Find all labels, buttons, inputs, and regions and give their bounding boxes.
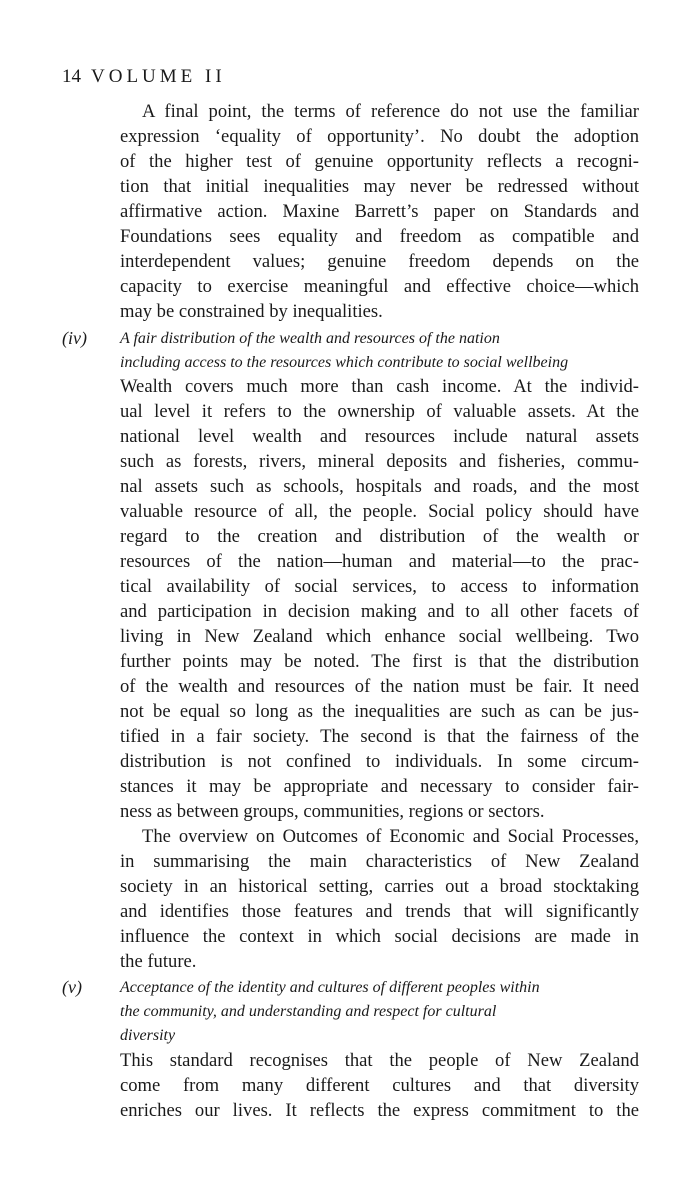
text-line: ual level it refers to the ownership of valuable assets. At the: [120, 401, 639, 422]
text-line: not be equal so long as the inequalities are such as can be jus-: [120, 701, 639, 722]
item-heading: diversity: [120, 1027, 176, 1044]
text-line: Foundations sees equality and freedom as compatible and: [120, 226, 639, 247]
text-line: living in New Zealand which enhance social wellbeing. Two: [120, 626, 639, 647]
text-line: valuable resource of all, the people. Social policy should have: [120, 501, 639, 522]
text-line: the future.: [120, 951, 197, 972]
item-heading: A fair distribution of the wealth and resources of the nation: [120, 330, 500, 347]
text-line: The overview on Outcomes of Economic and Social Processes,: [142, 826, 639, 847]
item-heading: Acceptance of the identity and cultures of different peoples within: [120, 979, 540, 996]
text-line: resources of the nation—human and material—to the prac-: [120, 551, 639, 572]
text-line: capacity to exercise meaningful and effective choice—which: [120, 276, 639, 297]
item-heading: the community, and understanding and respect for cultural: [120, 1003, 497, 1020]
text-line: nal assets such as schools, hospitals and roads, and the most: [120, 476, 639, 497]
text-line: and identifies those features and trends that will significantly: [120, 901, 639, 922]
text-line: of the higher test of genuine opportunity reflects a recogni-: [120, 151, 639, 172]
item-number: (v): [62, 977, 82, 997]
text-line: further points may be noted. The first is that the distribution: [120, 651, 639, 672]
text-line: enriches our lives. It reflects the express commitment to the: [120, 1100, 639, 1121]
item-heading: including access to the resources which contribute to social wellbeing: [120, 354, 569, 371]
text-line: come from many different cultures and that diversity: [120, 1075, 639, 1096]
text-line: national level wealth and resources include natural assets: [120, 426, 639, 447]
text-line: tified in a fair society. The second is that the fairness of the: [120, 726, 639, 747]
text-line: expression ‘equality of opportunity’. No doubt the adoption: [120, 126, 639, 147]
volume-label: VOLUME II: [91, 66, 226, 87]
text-line: ness as between groups, communities, regions or sectors.: [120, 801, 545, 822]
text-line: A final point, the terms of reference do not use the familiar: [142, 101, 639, 122]
text-line: tical availability of social services, to access to information: [120, 576, 639, 597]
text-line: This standard recognises that the people of New Zealand: [120, 1050, 639, 1071]
text-line: Wealth covers much more than cash income. At the individ-: [120, 376, 639, 397]
item-number: (iv): [62, 328, 87, 348]
text-line: regard to the creation and distribution of the wealth or: [120, 526, 639, 547]
text-line: and participation in decision making and to all other facets of: [120, 601, 639, 622]
text-line: interdependent values; genuine freedom depends on the: [120, 251, 639, 272]
text-line: of the wealth and resources of the nation must be fair. It need: [120, 676, 639, 697]
running-head: [62, 66, 226, 88]
text-line: in summarising the main characteristics of New Zealand: [120, 851, 639, 872]
text-line: society in an historical setting, carries out a broad stocktaking: [120, 876, 639, 897]
text-line: tion that initial inequalities may never be redressed without: [120, 176, 639, 197]
text-line: stances it may be appropriate and necessary to consider fair-: [120, 776, 639, 797]
text-line: may be constrained by inequalities.: [120, 301, 383, 322]
text-line: influence the context in which social decisions are made in: [120, 926, 639, 947]
page-number: 14: [62, 66, 81, 87]
text-line: distribution is not confined to individuals. In some circum-: [120, 751, 639, 772]
text-line: such as forests, rivers, mineral deposits and fisheries, commu-: [120, 451, 639, 472]
text-line: affirmative action. Maxine Barrett’s paper on Standards and: [120, 201, 639, 222]
